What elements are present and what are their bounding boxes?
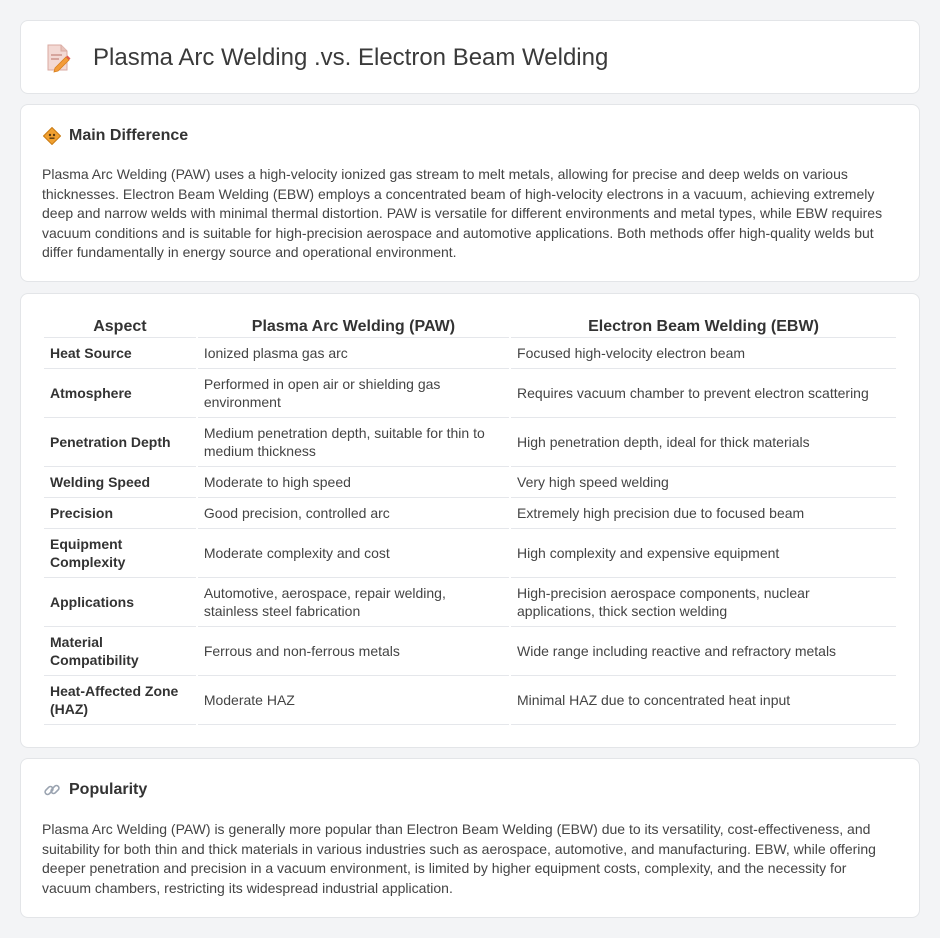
row-aspect: Penetration Depth xyxy=(44,418,196,467)
row-aspect: Applications xyxy=(44,578,196,627)
title-card xyxy=(20,20,920,94)
row-aspect: Atmosphere xyxy=(44,369,196,418)
row-paw: Moderate HAZ xyxy=(198,676,509,725)
row-paw: Good precision, controlled arc xyxy=(198,498,509,529)
table-header-row xyxy=(44,316,896,338)
main-difference-text: Plasma Arc Welding (PAW) uses a high-velocity ionized gas stream to melt metals, allowing for precise and deep welds on various thicknesses. Electron Beam Welding (EBW) employs a concentrated beam of high-velocity electrons in a vacuum, achieving extremely deep and narrow welds with minimal thermal distortion. PAW is versatile for different environments and metal types, while EBW requires vacuum conditions and is suitable for high-precision aerospace and automotive applications. Both methods offer high-quality welds but differ fundamentally in energy source and operational environment. xyxy=(42,166,883,261)
row-ebw: Very high speed welding xyxy=(511,467,896,498)
document-pencil-icon xyxy=(45,43,71,73)
row-ebw: High-precision aerospace components, nuclear applications, thick section welding xyxy=(511,578,896,627)
table-row xyxy=(44,498,896,529)
header-aspect: Aspect xyxy=(44,316,196,338)
popularity-card xyxy=(20,758,920,918)
row-paw: Performed in open air or shielding gas environment xyxy=(198,369,509,418)
comparison-table-card xyxy=(20,293,920,748)
table-row xyxy=(44,369,896,418)
row-aspect: Welding Speed xyxy=(44,467,196,498)
table-row xyxy=(44,676,896,725)
row-ebw: Focused high-velocity electron beam xyxy=(511,338,896,369)
popularity-heading: Popularity xyxy=(69,781,148,798)
table-row xyxy=(44,338,896,369)
row-ebw: Minimal HAZ due to concentrated heat input xyxy=(511,676,896,725)
table-row xyxy=(44,578,896,627)
row-aspect: Heat Source xyxy=(44,338,196,369)
main-difference-card xyxy=(20,104,920,282)
main-difference-heading: Main Difference xyxy=(69,127,189,144)
row-ebw: Requires vacuum chamber to prevent electron scattering xyxy=(511,369,896,418)
row-paw: Moderate to high speed xyxy=(198,467,509,498)
row-aspect: Heat-Affected Zone (HAZ) xyxy=(44,676,196,725)
row-ebw: High complexity and expensive equipment xyxy=(511,529,896,578)
row-paw: Moderate complexity and cost xyxy=(198,529,509,578)
comparison-table xyxy=(42,316,898,725)
row-paw: Medium penetration depth, suitable for thin to medium thickness xyxy=(198,418,509,467)
row-ebw: Wide range including reactive and refractory metals xyxy=(511,627,896,676)
header-ebw: Electron Beam Welding (EBW) xyxy=(511,316,896,338)
row-aspect: Material Compatibility xyxy=(44,627,196,676)
row-aspect: Precision xyxy=(44,498,196,529)
header-paw: Plasma Arc Welding (PAW) xyxy=(198,316,509,338)
row-ebw: High penetration depth, ideal for thick materials xyxy=(511,418,896,467)
popularity-text: Plasma Arc Welding (PAW) is generally more popular than Electron Beam Welding (EBW) due to its versatility, cost-effectiveness, and suitability for both thin and thick materials in various industries such as aerospace, automotive, and manufacturing. EBW, while offering deeper penetration and precision in a vacuum environment, is limited by higher equipment costs, complexity, and the necessity for vacuum chambers, restricting its widespread industrial application. xyxy=(42,821,876,896)
row-ebw: Extremely high precision due to focused beam xyxy=(511,498,896,529)
table-row xyxy=(44,418,896,467)
row-paw: Ionized plasma gas arc xyxy=(198,338,509,369)
row-paw: Automotive, aerospace, repair welding, stainless steel fabrication xyxy=(198,578,509,627)
diamond-sign-icon xyxy=(43,127,61,145)
table-row xyxy=(44,529,896,578)
row-paw: Ferrous and non-ferrous metals xyxy=(198,627,509,676)
table-row xyxy=(44,467,896,498)
page-title: Plasma Arc Welding .vs. Electron Beam Welding xyxy=(93,44,609,71)
table-row xyxy=(44,627,896,676)
link-icon xyxy=(43,781,61,799)
row-aspect: Equipment Complexity xyxy=(44,529,196,578)
